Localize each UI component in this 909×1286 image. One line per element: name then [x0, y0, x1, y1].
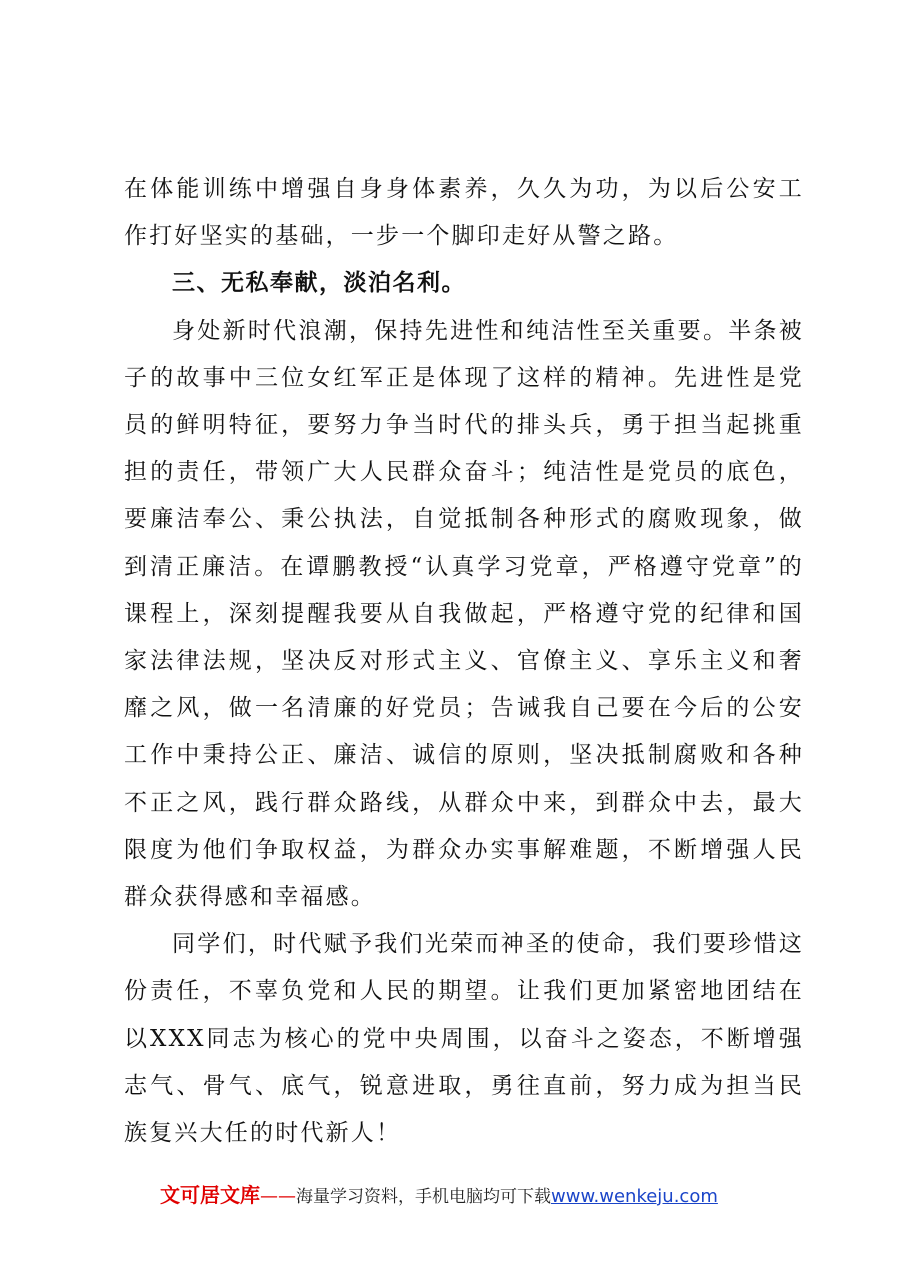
footer-dash: —— [260, 1186, 296, 1207]
document-body [124, 166, 804, 1157]
section-heading: 三、无私奉献，淡泊名利。 [172, 270, 466, 297]
paragraph-dedication: 身处新时代浪潮，保持先进性和纯洁性至关重要。半条被子的故事中三位女红军正是体现了这样的精神。先进性是党员的鲜明特征，要努力争当时代的排头兵，勇于担当起挑重担的责任，带领广大人民群众奋斗；纯洁性是党员的底色，要廉洁奉公、秉公执法，自觉抵制各种形式的腐败现象，做到清正廉洁。在谭鹏教授“认真学习党章，严格遵守党章”的课程上，深刻提醒我要从自我做起，严格遵守党的纪律和国家法律法规，坚决反对形式主义、官僚主义、享乐主义和奢靡之风，做一名清廉的好党员；告诫我自己要在今后的公安工作中秉持公正、廉洁、诚信的原则，坚决抵制腐败和各种不正之风，践行群众路线，从群众中来，到群众中去，最大限度为他们争取权益，为群众办实事解难题，不断增强人民群众获得感和幸福感。 [124, 317, 804, 911]
footer-brand: 文可居文库 [160, 1183, 260, 1207]
paragraph-continuation: 在体能训练中增强自身身体素养，久久为功，为以后公安工作打好坚实的基础，一步一个脚印走好从警之路。 [124, 176, 804, 250]
footer-link[interactable]: www.wenkeju.com [551, 1186, 718, 1207]
paragraph-closing: 同学们，时代赋予我们光荣而神圣的使命，我们要珍惜这份责任，不辜负党和人民的期望。让我们更加紧密地团结在以XXX同志为核心的党中央周围，以奋斗之姿态，不断增强志气、骨气、底气，锐意进取，勇往直前，努力成为担当民族复兴大任的时代新人！ [124, 931, 804, 1147]
footer-description: 海量学习资料，手机电脑均可下载 [296, 1187, 551, 1207]
footer-banner [160, 1180, 800, 1212]
